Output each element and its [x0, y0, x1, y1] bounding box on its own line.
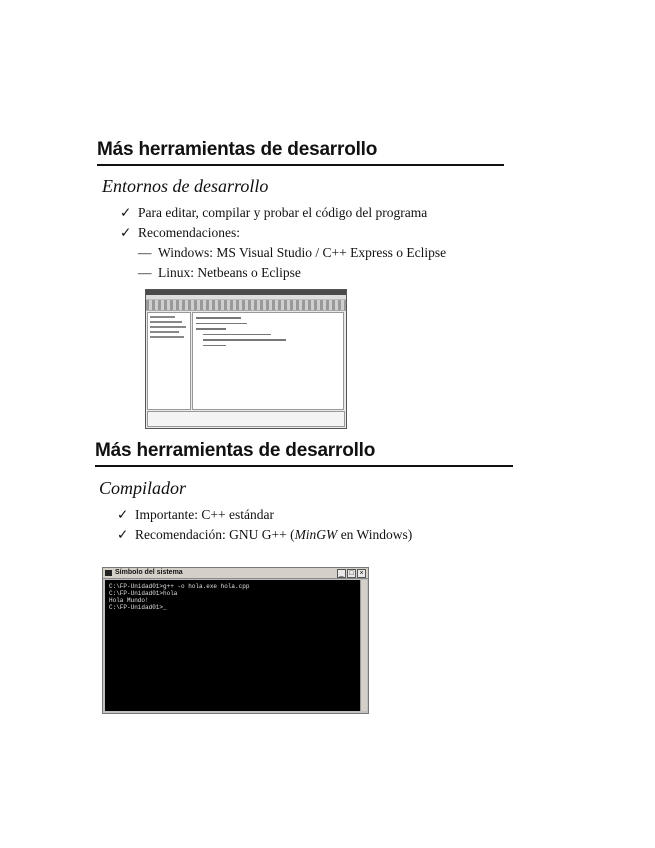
slide-1-title: Más herramientas de desarrollo	[97, 139, 378, 160]
ide-code-editor	[192, 312, 344, 410]
ide-toolbar	[146, 300, 346, 311]
slide-1-bullet-list	[120, 203, 427, 243]
slide-1-subtitle: Entornos de desarrollo	[102, 176, 269, 196]
slide-1-sub-list	[138, 243, 446, 283]
console-window	[102, 567, 369, 714]
bullet-text: Recomendaciones:	[138, 225, 240, 240]
console-title: Símbolo del sistema	[115, 569, 183, 576]
console-line: C:\FP-Unidad01>hola	[109, 590, 178, 597]
bullet-text-before: Recomendación: GNU G++ (	[135, 527, 295, 542]
minimize-icon: _	[337, 569, 346, 578]
slide-2-title-rule	[95, 465, 513, 467]
ide-project-pane	[147, 312, 191, 410]
slide-2-title: Más herramientas de desarrollo	[95, 440, 376, 461]
sub-item-text: Linux: Netbeans o Eclipse	[158, 265, 301, 280]
slide-2-subtitle: Compilador	[99, 478, 187, 498]
dash-icon: —	[138, 265, 152, 280]
console-titlebar	[103, 568, 368, 579]
ide-output-pane	[147, 411, 345, 427]
sub-item	[138, 243, 446, 263]
check-icon: ✓	[117, 527, 129, 542]
sub-item	[138, 263, 446, 283]
maximize-icon: □	[347, 569, 356, 578]
bullet-item	[120, 203, 427, 223]
dash-icon: —	[138, 245, 152, 260]
check-icon: ✓	[120, 225, 132, 240]
bullet-item	[117, 505, 412, 525]
check-icon: ✓	[120, 205, 132, 220]
bullet-text: Importante: C++ estándar	[135, 507, 274, 522]
console-output	[105, 580, 360, 711]
console-line: Hola Mundo!	[109, 597, 149, 604]
bullet-text-after: en Windows)	[337, 527, 413, 542]
console-window-buttons	[336, 569, 366, 578]
sub-item-text: Windows: MS Visual Studio / C++ Express o Eclipse	[158, 245, 447, 260]
console-line: C:\FP-Unidad01>_	[109, 604, 167, 611]
bullet-item	[117, 525, 412, 545]
bullet-text: Para editar, compilar y probar el código del programa	[138, 205, 428, 220]
console-scrollbar	[360, 580, 367, 711]
console-app-icon	[105, 570, 112, 576]
bullet-item	[120, 223, 427, 243]
slide-2-bullet-list	[117, 505, 412, 545]
close-icon: ×	[357, 569, 366, 578]
check-icon: ✓	[117, 507, 129, 522]
console-line: C:\FP-Unidad01>g++ -o hola.exe hola.cpp	[109, 583, 250, 590]
bullet-text-italic: MinGW	[294, 527, 338, 542]
ide-screenshot	[145, 289, 347, 429]
slide-1-title-rule	[97, 164, 504, 166]
